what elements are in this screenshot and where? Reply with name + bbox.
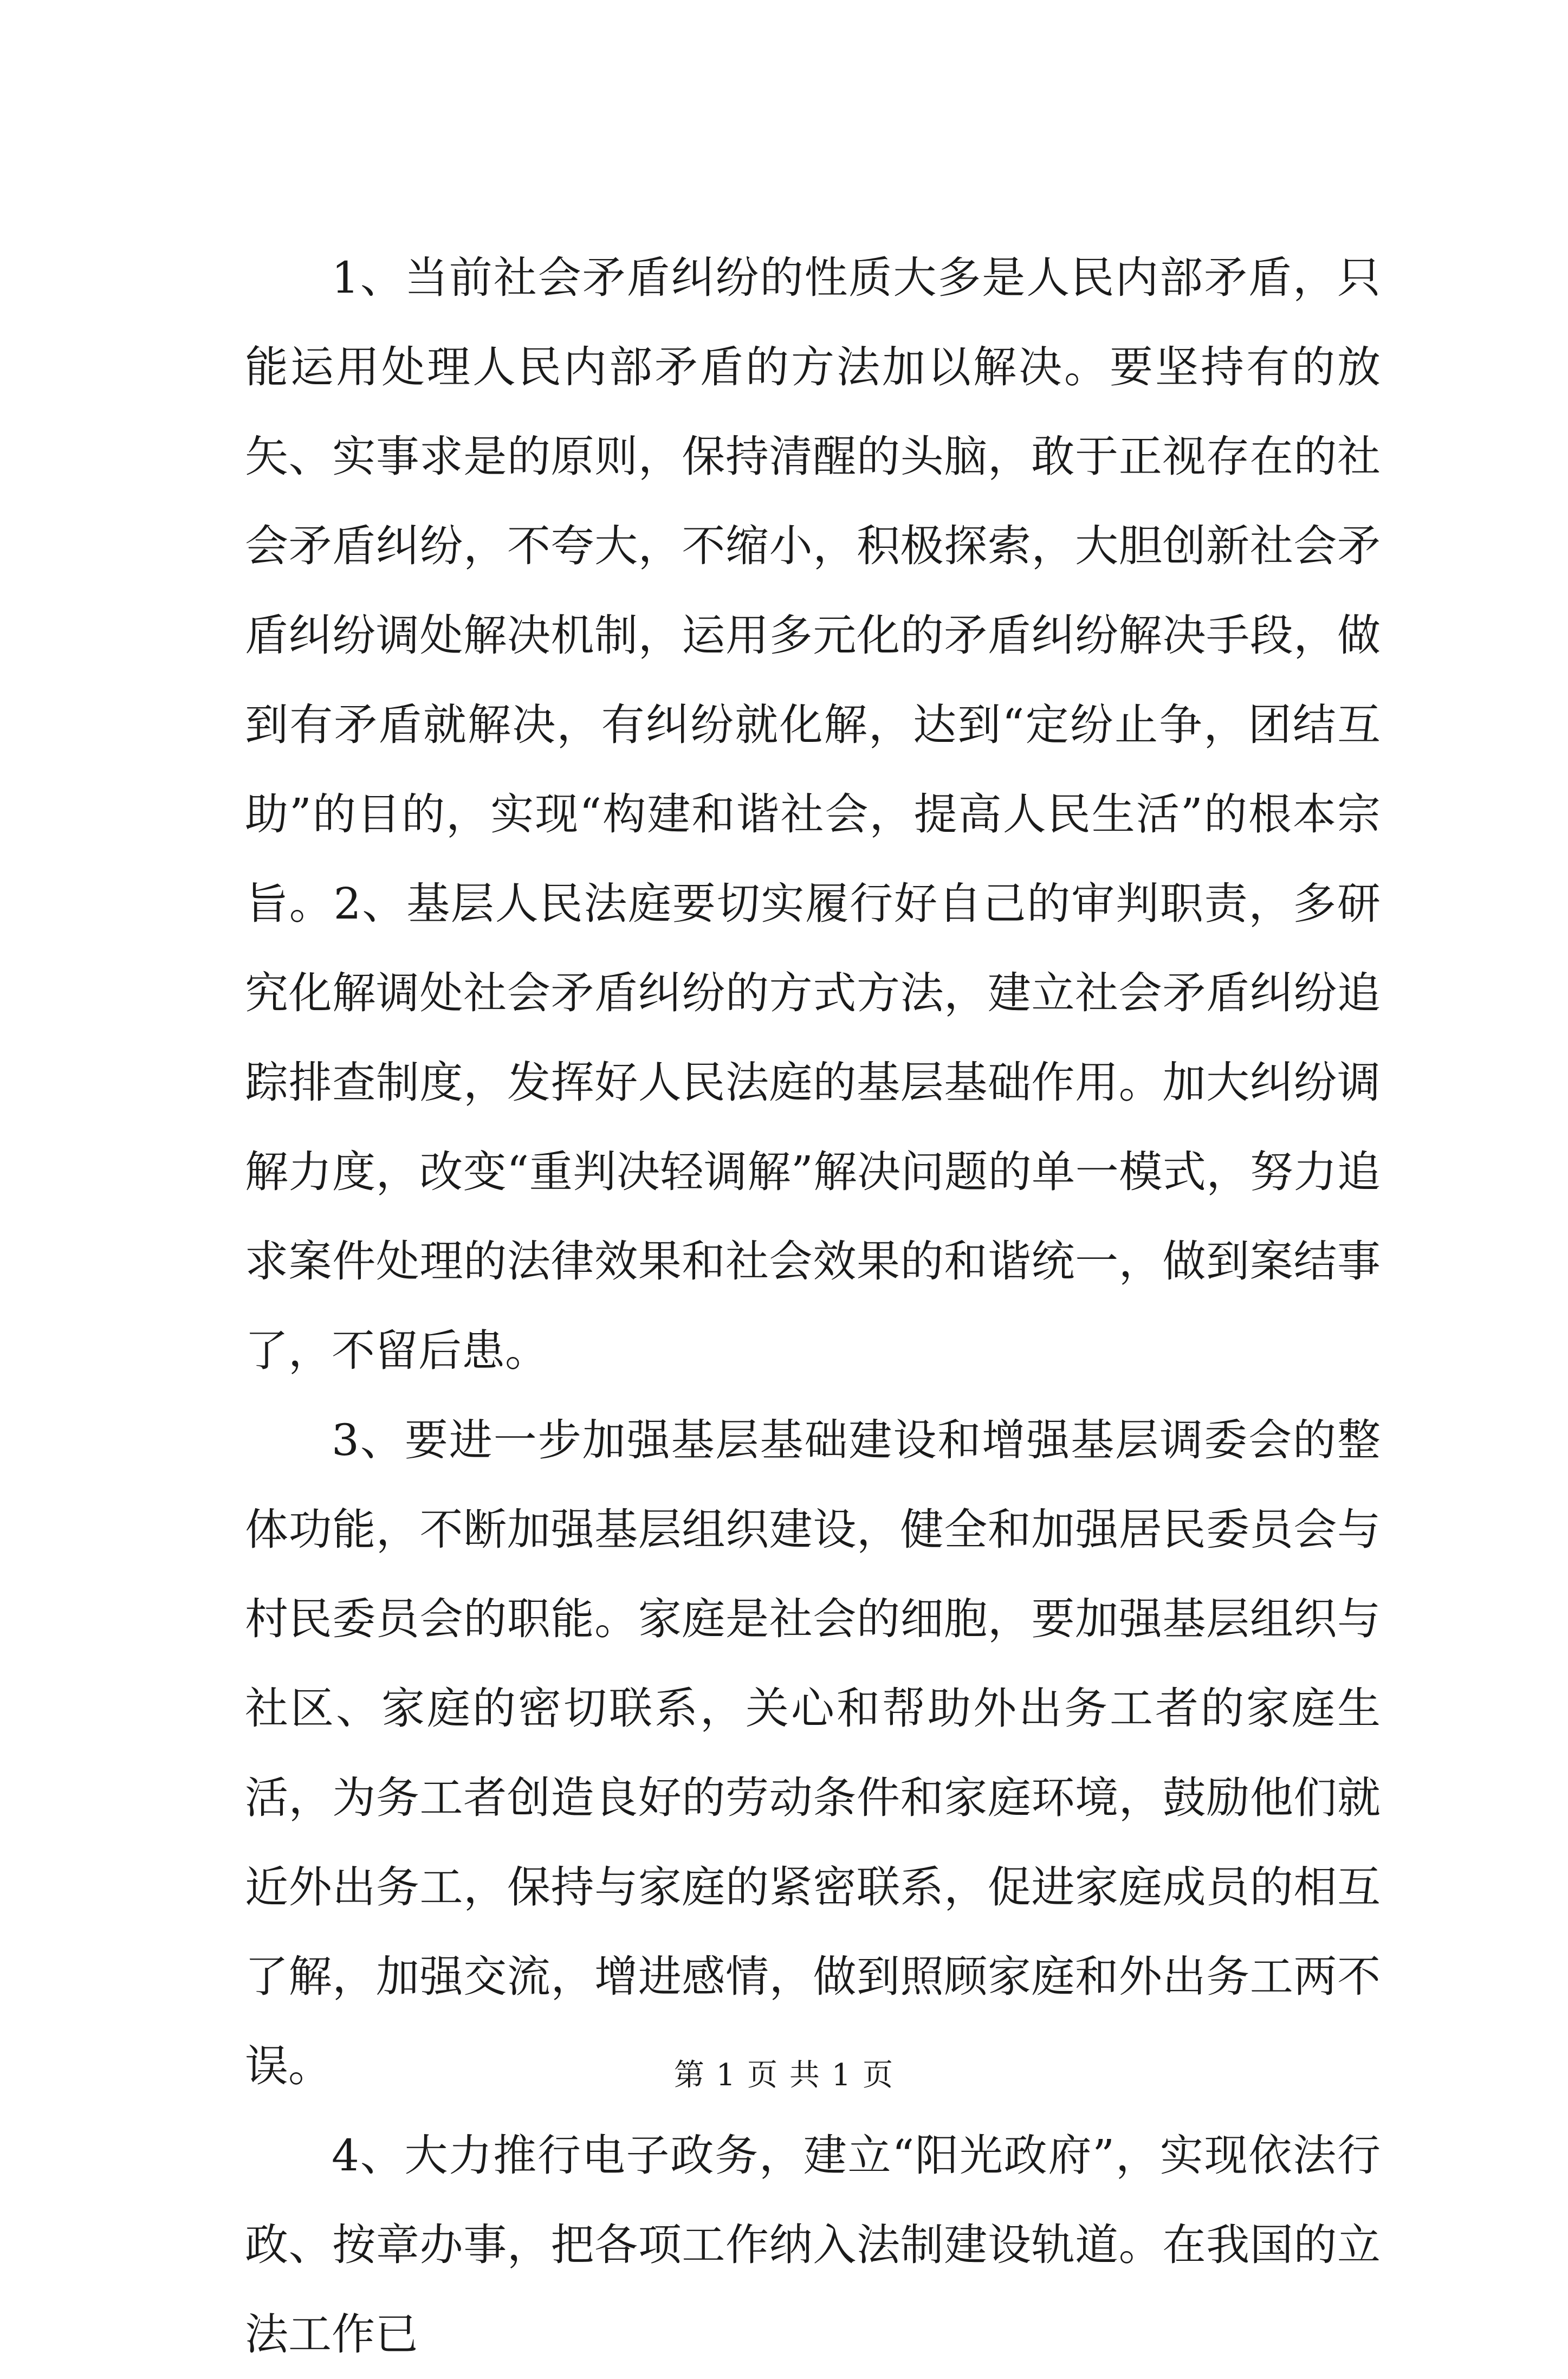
paragraph-1: 1、当前社会矛盾纠纷的性质大多是人民内部矛盾，只能运用处理人民内部矛盾的方法加以解决。要坚持有的放矢、实事求是的原则，保持清醒的头脑，敢于正视存在的社会矛盾纠纷，不夸大，不缩小，积极探索，大胆创新社会矛盾纠纷调处解决机制，运用多元化的矛盾纠纷解决手段，做到有矛盾就解决，有纠纷就化解，达到“定纷止争，团结互助”的目的，实现“构建和谐社会，提高人民生活”的根本宗旨。2、基层人民法庭要切实履行好自己的审判职责，多研究化解调处社会矛盾纠纷的方式方法，建立社会矛盾纠纷追踪排查制度，发挥好人民法庭的基层基础作用。加大纠纷调解力度，改变“重判决轻调解”解决问题的单一模式，努力追求案件处理的法律效果和社会效果的和谐统一，做到案结事了，不留后患。 [245,253,1381,1376]
paragraph-2: 3、要进一步加强基层基础建设和增强基层调委会的整体功能，不断加强基层组织建设，健全和加强居民委员会与村民委员会的职能。家庭是社会的细胞，要加强基层组织与社区、家庭的密切联系，关心和帮助外出务工者的家庭生活，为务工者创造良好的劳动条件和家庭环境，鼓励他们就近外出务工，保持与家庭的紧密联系，促进家庭成员的相互了解，加强交流，增进感情，做到照顾家庭和外出务工两不误。 [245,1415,1381,2091]
paragraph-3: 4、大力推行电子政务，建立“阳光政府”，实现依法行政、按章办事，把各项工作纳入法制建设轨道。在我国的立法工作已 [245,2130,1381,2359]
page-footer: 第 1 页 共 1 页 [673,2058,895,2093]
